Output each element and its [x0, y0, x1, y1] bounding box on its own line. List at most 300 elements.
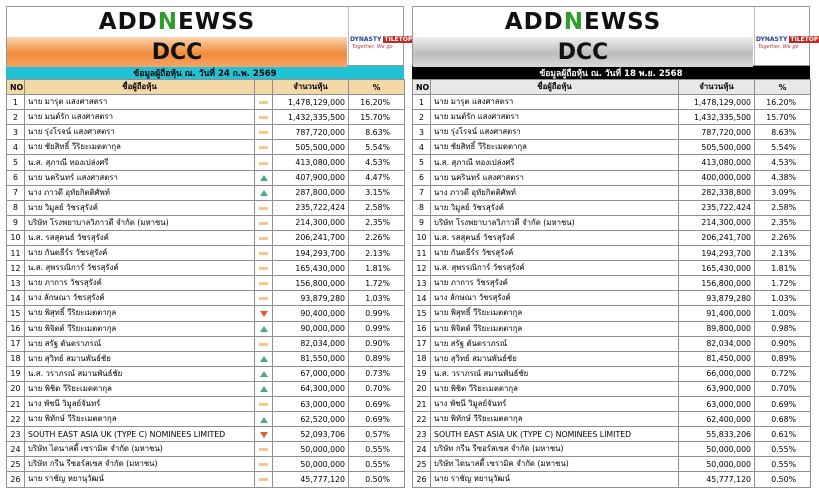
share-count: 1,432,335,500	[679, 110, 755, 125]
shareholder-name: น.ส. วราภรณ์ สมานพันธ์ชัย	[25, 366, 255, 381]
share-percent: 0.69%	[755, 396, 811, 411]
row-number: 10	[413, 230, 431, 245]
change-indicator	[255, 155, 273, 170]
table-row	[413, 95, 811, 110]
table-row	[7, 336, 405, 351]
no-change-icon	[259, 267, 268, 270]
change-indicator	[255, 215, 273, 230]
shareholder-name: นาย วิมูลย์ วัชรสุรังค์	[431, 200, 679, 215]
share-percent: 2.58%	[349, 200, 405, 215]
share-count: 89,800,000	[679, 321, 755, 336]
share-count: 63,000,000	[273, 396, 349, 411]
row-number: 3	[413, 125, 431, 140]
row-number: 14	[413, 291, 431, 306]
shareholder-name: นาง พัชนี วิมูลย์จันทร์	[431, 396, 679, 411]
change-indicator	[255, 95, 273, 110]
panel-header	[6, 6, 413, 66]
stock-code: DCC	[413, 37, 753, 67]
table-row	[413, 200, 811, 215]
table-row	[413, 110, 811, 125]
table-row	[7, 306, 405, 321]
row-number: 26	[413, 472, 431, 487]
row-number: 10	[7, 230, 25, 245]
shareholder-name: นาย กันตธีร์ร วัชรสุรังค์	[431, 246, 679, 261]
change-indicator	[255, 261, 273, 276]
row-number: 25	[413, 457, 431, 472]
share-percent: 1.81%	[349, 261, 405, 276]
share-percent: 3.09%	[755, 185, 811, 200]
shareholder-name: นาย สุวิทย์ สมานพันธ์ชัย	[25, 351, 255, 366]
change-indicator	[255, 276, 273, 291]
share-percent: 0.55%	[755, 457, 811, 472]
shareholder-name: นาย ภาการ วัชรสุรังค์	[25, 276, 255, 291]
share-count: 90,400,000	[273, 306, 349, 321]
row-number: 21	[7, 396, 25, 411]
share-percent: 0.90%	[755, 336, 811, 351]
share-count: 235,722,424	[679, 200, 755, 215]
shareholder-table	[412, 79, 811, 488]
change-indicator	[255, 321, 273, 336]
row-number: 17	[413, 336, 431, 351]
table-row	[7, 185, 405, 200]
change-indicator	[255, 246, 273, 261]
arrow-up-icon	[260, 417, 268, 423]
table-row	[413, 457, 811, 472]
row-number: 3	[7, 125, 25, 140]
row-number: 18	[413, 351, 431, 366]
arrow-up-icon	[260, 371, 268, 377]
share-percent: 0.55%	[349, 442, 405, 457]
table-row	[413, 140, 811, 155]
row-number: 5	[413, 155, 431, 170]
table-row	[413, 366, 811, 381]
change-indicator	[255, 442, 273, 457]
table-row	[413, 261, 811, 276]
share-percent: 0.99%	[349, 306, 405, 321]
change-indicator	[255, 306, 273, 321]
change-indicator	[255, 336, 273, 351]
row-number: 1	[413, 95, 431, 110]
row-number: 1	[7, 95, 25, 110]
shareholder-name: นาย นครินทร์ แสงศาสตรา	[25, 170, 255, 185]
share-percent: 0.73%	[349, 366, 405, 381]
change-indicator	[255, 291, 273, 306]
table-row	[7, 261, 405, 276]
shareholder-name: น.ส. วราภรณ์ สมานพันธ์ชัย	[431, 366, 679, 381]
share-percent: 4.47%	[349, 170, 405, 185]
row-number: 16	[7, 321, 25, 336]
no-change-icon	[259, 162, 268, 165]
row-number: 9	[7, 215, 25, 230]
row-number: 24	[413, 442, 431, 457]
shareholder-name: บริษัท โรงพยาบาลวิภาวดี จำกัด (มหาชน)	[431, 215, 679, 230]
shareholder-name: น.ส. รสสุคนธ์ วัชรสุรังค์	[431, 230, 679, 245]
shareholder-name: นาง ภาวดี อุทัยกิตติศัพท์	[25, 185, 255, 200]
share-percent: 8.63%	[349, 125, 405, 140]
table-row	[7, 351, 405, 366]
shareholder-name: SOUTH EAST ASIA UK (TYPE C) NOMINEES LIMITED	[431, 427, 679, 442]
share-percent: 1.00%	[755, 306, 811, 321]
share-count: 55,833,206	[679, 427, 755, 442]
row-number: 6	[413, 170, 431, 185]
share-count: 787,720,000	[679, 125, 755, 140]
row-number: 2	[413, 110, 431, 125]
shareholder-name: น.ส. สุพรรณิการ์ วัชรสุรังค์	[25, 261, 255, 276]
shareholder-name: นาย พิจิตต์ วีริยะเมตตากุล	[25, 321, 255, 336]
no-change-icon	[259, 207, 268, 210]
arrow-up-icon	[260, 386, 268, 392]
share-count: 194,293,700	[273, 246, 349, 261]
share-count: 214,300,000	[273, 215, 349, 230]
row-number: 25	[7, 457, 25, 472]
arrow-up-icon	[260, 190, 268, 196]
table-row	[413, 155, 811, 170]
row-number: 19	[413, 366, 431, 381]
share-count: 67,000,000	[273, 366, 349, 381]
table-row	[7, 125, 405, 140]
share-percent: 0.70%	[755, 381, 811, 396]
no-change-icon	[259, 297, 268, 300]
share-count: 63,000,000	[679, 396, 755, 411]
table-row	[7, 140, 405, 155]
share-percent: 2.26%	[755, 230, 811, 245]
share-percent: 15.70%	[349, 110, 405, 125]
shareholder-name: นาย สรัฐ ตันตราภรณ์	[25, 336, 255, 351]
change-indicator	[255, 110, 273, 125]
share-percent: 0.72%	[755, 366, 811, 381]
row-number: 13	[413, 276, 431, 291]
share-count: 206,241,700	[679, 230, 755, 245]
row-number: 20	[413, 381, 431, 396]
shareholder-name: นาย พิทักษ์ วีริยะเมตตากุล	[25, 412, 255, 427]
arrow-up-icon	[260, 175, 268, 181]
shareholder-name: นาย พิจิตต์ วีริยะเมตตากุล	[431, 321, 679, 336]
table-row	[413, 472, 811, 487]
share-count: 1,478,129,000	[273, 95, 349, 110]
share-count: 81,450,000	[679, 351, 755, 366]
change-indicator	[255, 472, 273, 487]
shareholder-name: น.ส. สุพรรณิการ์ วัชรสุรังค์	[431, 261, 679, 276]
share-count: 1,478,129,000	[679, 95, 755, 110]
arrow-up-icon	[260, 356, 268, 362]
share-count: 93,879,280	[273, 291, 349, 306]
share-percent: 16.20%	[349, 95, 405, 110]
share-percent: 1.81%	[755, 261, 811, 276]
shareholder-name: นาย ภาการ วัชรสุรังค์	[431, 276, 679, 291]
col-header-pct: %	[755, 80, 811, 95]
table-row	[7, 155, 405, 170]
share-percent: 2.35%	[755, 215, 811, 230]
shareholder-table	[6, 79, 405, 488]
shareholder-name: นาย รุ่งโรจน์ แสงศาสตรา	[25, 125, 255, 140]
share-count: 50,000,000	[679, 442, 755, 457]
col-header-shares: จำนวนหุ้น	[273, 80, 349, 95]
share-percent: 0.69%	[349, 396, 405, 411]
table-row	[413, 230, 811, 245]
row-number: 7	[413, 185, 431, 200]
change-indicator	[255, 396, 273, 411]
row-number: 13	[7, 276, 25, 291]
shareholder-name: นาย สุวิทย์ สมานพันธ์ชัย	[431, 351, 679, 366]
row-number: 21	[413, 396, 431, 411]
change-indicator	[255, 427, 273, 442]
table-row	[413, 291, 811, 306]
col-header-pct: %	[349, 80, 405, 95]
table-row	[413, 336, 811, 351]
no-change-icon	[259, 101, 268, 104]
share-percent: 2.58%	[755, 200, 811, 215]
arrow-up-icon	[260, 326, 268, 332]
change-indicator	[255, 125, 273, 140]
row-number: 17	[7, 336, 25, 351]
col-header-no: NO	[7, 80, 25, 95]
share-percent: 2.13%	[349, 246, 405, 261]
share-percent: 3.15%	[349, 185, 405, 200]
no-change-icon	[259, 146, 268, 149]
share-percent: 4.38%	[755, 170, 811, 185]
shareholder-name: SOUTH EAST ASIA UK (TYPE C) NOMINEES LIMITED	[25, 427, 255, 442]
share-percent: 0.89%	[755, 351, 811, 366]
shareholder-name: นาย มนต์รัก แสงศาสตรา	[25, 110, 255, 125]
shareholder-name: น.ส. สุภาณี ทองเปล่งศรี	[431, 155, 679, 170]
shareholder-name: บริษัท โรงพยาบาลวิภาวดี จำกัด (มหาชน)	[25, 215, 255, 230]
table-row	[7, 276, 405, 291]
change-indicator	[255, 366, 273, 381]
change-indicator	[255, 351, 273, 366]
shareholder-name: นาย ราชัญ หยานุวัฒน์	[25, 472, 255, 487]
table-row	[7, 321, 405, 336]
table-row	[413, 427, 811, 442]
shareholder-name: นาย พิสุทธิ์ วีริยะเมตตากุล	[431, 306, 679, 321]
shareholder-name: นาย พิชิต วีริยะเมตตากุล	[431, 381, 679, 396]
share-percent: 0.68%	[755, 412, 811, 427]
share-percent: 0.55%	[755, 442, 811, 457]
table-row	[7, 110, 405, 125]
no-change-icon	[259, 131, 268, 134]
table-row	[413, 412, 811, 427]
row-number: 23	[413, 427, 431, 442]
share-count: 66,000,000	[679, 366, 755, 381]
share-count: 50,000,000	[273, 457, 349, 472]
change-indicator	[255, 185, 273, 200]
table-row	[413, 396, 811, 411]
share-percent: 4.53%	[349, 155, 405, 170]
share-percent: 15.70%	[755, 110, 811, 125]
share-count: 214,300,000	[679, 215, 755, 230]
shareholder-name: น.ส. รสสุคนธ์ วัชรสุรังค์	[25, 230, 255, 245]
table-row	[7, 412, 405, 427]
no-change-icon	[259, 343, 268, 346]
row-number: 14	[7, 291, 25, 306]
no-change-icon	[259, 116, 268, 119]
table-row	[413, 185, 811, 200]
share-count: 194,293,700	[679, 246, 755, 261]
share-percent: 0.50%	[755, 472, 811, 487]
share-count: 505,500,000	[679, 140, 755, 155]
share-percent: 1.72%	[755, 276, 811, 291]
col-header-change	[255, 80, 273, 95]
shareholder-name: นาง ลักษณา วัชรสุรังค์	[25, 291, 255, 306]
shareholder-name: น.ส. สุภาณี ทองเปล่งศรี	[25, 155, 255, 170]
row-number: 23	[7, 427, 25, 442]
table-row	[7, 200, 405, 215]
shareholder-name: นาย ราชัญ หยานุวัฒน์	[431, 472, 679, 487]
share-percent: 0.99%	[349, 321, 405, 336]
share-count: 52,093,706	[273, 427, 349, 442]
table-row	[413, 306, 811, 321]
shareholder-panel-current	[6, 6, 413, 488]
shareholder-name: นาย สรัฐ ตันตราภรณ์	[431, 336, 679, 351]
share-percent: 5.54%	[349, 140, 405, 155]
arrow-down-icon	[260, 311, 268, 317]
row-number: 22	[7, 412, 25, 427]
change-indicator	[255, 140, 273, 155]
share-count: 1,432,335,500	[273, 110, 349, 125]
no-change-icon	[259, 237, 268, 240]
dynasty-tiletop-logo: DYNASTY TILETOP Together, We go	[348, 7, 404, 65]
shareholder-name: นาย ชัยสิทธิ์ วีริยะเมตตากุล	[431, 140, 679, 155]
share-count: 81,550,000	[273, 351, 349, 366]
stock-code: DCC	[7, 37, 347, 67]
row-number: 6	[7, 170, 25, 185]
share-count: 165,430,000	[679, 261, 755, 276]
share-percent: 2.13%	[755, 246, 811, 261]
table-row	[413, 351, 811, 366]
shareholder-name: นาย วิมูลย์ วัชรสุรังค์	[25, 200, 255, 215]
table-row	[413, 276, 811, 291]
share-percent: 0.57%	[349, 427, 405, 442]
table-row	[413, 381, 811, 396]
share-percent: 1.72%	[349, 276, 405, 291]
share-percent: 0.98%	[755, 321, 811, 336]
share-count: 505,500,000	[273, 140, 349, 155]
share-percent: 2.26%	[349, 230, 405, 245]
panel-header	[412, 6, 819, 66]
row-number: 4	[7, 140, 25, 155]
shareholder-name: นาย ชัยสิทธิ์ วีริยะเมตตากุล	[25, 140, 255, 155]
table-row	[413, 442, 811, 457]
addnewss-logo: ADD N EWSS	[98, 9, 256, 35]
table-row	[413, 246, 811, 261]
share-count: 62,520,000	[273, 412, 349, 427]
arrow-down-icon	[260, 432, 268, 438]
share-count: 165,430,000	[273, 261, 349, 276]
change-indicator	[255, 457, 273, 472]
share-count: 206,241,700	[273, 230, 349, 245]
share-percent: 0.89%	[349, 351, 405, 366]
shareholder-name: นาย พิสุทธิ์ วีริยะเมตตากุล	[25, 306, 255, 321]
row-number: 9	[413, 215, 431, 230]
table-row	[7, 95, 405, 110]
share-count: 62,400,000	[679, 412, 755, 427]
shareholder-name: นาย มารุต แสงศาสตรา	[25, 95, 255, 110]
share-count: 45,777,120	[273, 472, 349, 487]
table-row	[7, 366, 405, 381]
shareholder-name: นาย นครินทร์ แสงศาสตรา	[431, 170, 679, 185]
row-number: 15	[413, 306, 431, 321]
shareholder-name: นาย กันตธีร์ร วัชรสุรังค์	[25, 246, 255, 261]
row-number: 20	[7, 381, 25, 396]
share-count: 63,900,000	[679, 381, 755, 396]
share-count: 90,000,000	[273, 321, 349, 336]
shareholder-name: นาย มารุต แสงศาสตรา	[431, 95, 679, 110]
share-count: 287,800,000	[273, 185, 349, 200]
row-number: 4	[413, 140, 431, 155]
row-number: 11	[413, 246, 431, 261]
row-number: 12	[413, 261, 431, 276]
row-number: 16	[413, 321, 431, 336]
share-percent: 0.61%	[755, 427, 811, 442]
row-number: 24	[7, 442, 25, 457]
change-indicator	[255, 381, 273, 396]
table-row	[7, 291, 405, 306]
table-row	[7, 442, 405, 457]
share-count: 50,000,000	[273, 442, 349, 457]
share-percent: 0.90%	[349, 336, 405, 351]
table-row	[7, 230, 405, 245]
shareholder-name: บริษัท กรีน รีซอร์สเซส จำกัด (มหาชน)	[431, 442, 679, 457]
row-number: 5	[7, 155, 25, 170]
no-change-icon	[259, 282, 268, 285]
share-percent: 16.20%	[755, 95, 811, 110]
table-row	[413, 170, 811, 185]
col-header-shares: จำนวนหุ้น	[679, 80, 755, 95]
share-percent: 0.55%	[349, 457, 405, 472]
row-number: 12	[7, 261, 25, 276]
shareholder-name: นาย รุ่งโรจน์ แสงศาสตรา	[431, 125, 679, 140]
share-count: 156,800,000	[273, 276, 349, 291]
share-percent: 1.03%	[349, 291, 405, 306]
row-number: 11	[7, 246, 25, 261]
no-change-icon	[259, 463, 268, 466]
no-change-icon	[259, 448, 268, 451]
shareholder-name: บริษัท ไดนาสตี้ เซรามิค จำกัด (มหาชน)	[431, 457, 679, 472]
share-percent: 5.54%	[755, 140, 811, 155]
row-number: 7	[7, 185, 25, 200]
change-indicator	[255, 230, 273, 245]
row-number: 22	[413, 412, 431, 427]
shareholder-name: นาย พิชิต วีริยะเมตตากุล	[25, 381, 255, 396]
shareholder-name: นาง ภาวดี อุทัยกิตติศัพท์	[431, 185, 679, 200]
table-row	[7, 472, 405, 487]
share-percent: 0.69%	[349, 412, 405, 427]
share-count: 45,777,120	[679, 472, 755, 487]
share-count: 413,080,000	[679, 155, 755, 170]
row-number: 2	[7, 110, 25, 125]
share-count: 91,400,000	[679, 306, 755, 321]
share-percent: 0.70%	[349, 381, 405, 396]
table-row	[413, 125, 811, 140]
share-percent: 4.53%	[755, 155, 811, 170]
share-count: 235,722,424	[273, 200, 349, 215]
row-number: 8	[413, 200, 431, 215]
row-number: 15	[7, 306, 25, 321]
change-indicator	[255, 170, 273, 185]
share-count: 787,720,000	[273, 125, 349, 140]
col-header-no: NO	[413, 80, 431, 95]
table-row	[7, 396, 405, 411]
shareholder-name: นาง พัชนี วิมูลย์จันทร์	[25, 396, 255, 411]
shareholder-panel-previous	[412, 6, 819, 488]
share-count: 82,034,000	[679, 336, 755, 351]
share-count: 93,879,280	[679, 291, 755, 306]
table-row	[413, 321, 811, 336]
row-number: 8	[7, 200, 25, 215]
no-change-icon	[259, 252, 268, 255]
data-date: ข้อมูลผู้ถือหุ้น ณ. วันที่ 18 พ.ย. 2568	[412, 66, 810, 79]
share-count: 413,080,000	[273, 155, 349, 170]
row-number: 19	[7, 366, 25, 381]
